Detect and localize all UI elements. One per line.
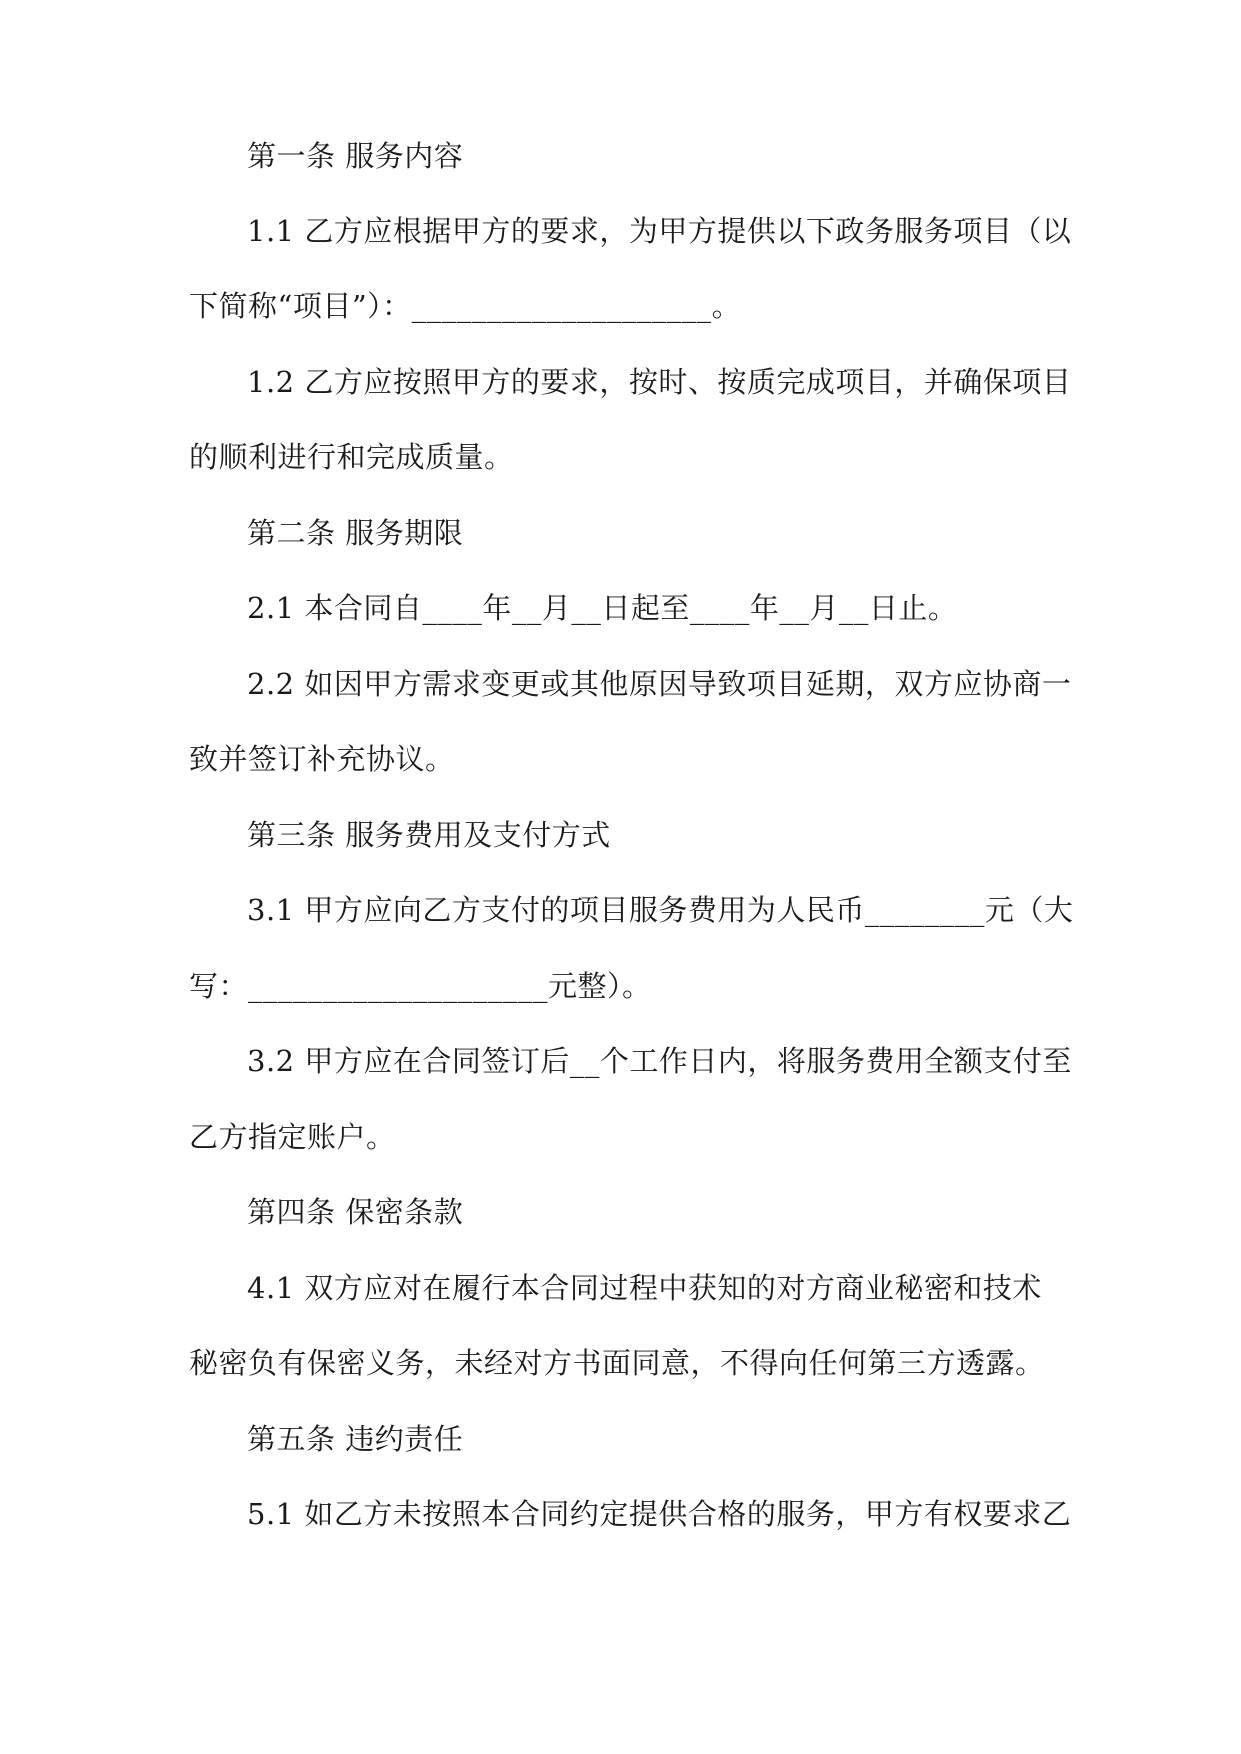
article-4-heading: 第四条 保密条款	[247, 1195, 464, 1229]
clause-5-1-line-1: 5.1 如乙方未按照本合同约定提供合格的服务，甲方有权要求乙	[247, 1497, 1072, 1531]
article-5-heading: 第五条 违约责任	[247, 1422, 464, 1456]
clause-3-1-line-2: 写：____________________元整）。	[189, 969, 652, 1003]
clause-2-1-line-1: 2.1 本合同自____年__月__日起至____年__月__日止。	[247, 591, 958, 625]
clause-3-2-line-2: 乙方指定账户。	[189, 1120, 396, 1154]
clause-1-2-line-2: 的顺利进行和完成质量。	[189, 440, 514, 474]
clause-4-1-line-1: 4.1 双方应对在履行本合同过程中获知的对方商业秘密和技术	[247, 1271, 1042, 1305]
clause-2-2-line-2: 致并签订补充协议。	[189, 742, 455, 776]
clause-1-2-line-1: 1.2 乙方应按照甲方的要求，按时、按质完成项目，并确保项目	[247, 365, 1072, 399]
article-1-heading: 第一条 服务内容	[247, 139, 464, 173]
clause-2-2-line-1: 2.2 如因甲方需求变更或其他原因导致项目延期，双方应协商一	[247, 667, 1072, 701]
clause-3-1-line-1: 3.1 甲方应向乙方支付的项目服务费用为人民币________元（大	[247, 893, 1074, 927]
clause-1-1-line-2: 下简称“项目”）：____________________。	[189, 289, 742, 323]
article-2-heading: 第二条 服务期限	[247, 516, 464, 550]
article-3-heading: 第三条 服务费用及支付方式	[247, 818, 611, 852]
clause-1-1-line-1: 1.1 乙方应根据甲方的要求，为甲方提供以下政务服务项目（以	[247, 214, 1072, 248]
clause-4-1-line-2: 秘密负有保密义务，未经对方书面同意，不得向任何第三方透露。	[189, 1346, 1045, 1380]
clause-3-2-line-1: 3.2 甲方应在合同签订后__个工作日内，将服务费用全额支付至	[247, 1044, 1072, 1078]
